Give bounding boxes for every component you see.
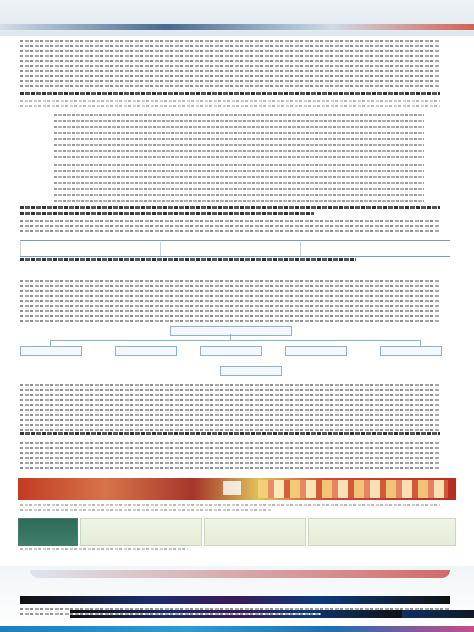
- document-header: [0, 0, 474, 36]
- list-item: [24, 154, 424, 160]
- related-thumb[interactable]: [80, 518, 202, 546]
- diagram-node: [170, 326, 292, 336]
- related-thumb[interactable]: [308, 518, 456, 546]
- section-heading-4: [20, 432, 440, 438]
- diagram-connector: [230, 334, 231, 340]
- header-stripe: [0, 24, 474, 30]
- divider: [20, 256, 450, 257]
- site-footer: [0, 626, 474, 632]
- flow-diagram: [20, 326, 450, 382]
- section-5-text: [20, 442, 440, 472]
- related-caption: [20, 504, 440, 514]
- numbered-list-1: [24, 112, 424, 160]
- section-heading-3: [20, 258, 440, 264]
- related-caption-2: [20, 548, 440, 553]
- decorative-swoosh: [30, 570, 450, 578]
- section-heading-2: [20, 206, 440, 218]
- promo-banner[interactable]: [18, 478, 456, 500]
- numbered-list-2: [24, 162, 424, 204]
- section-4-text: [20, 384, 440, 434]
- intro-paragraph: [20, 40, 440, 90]
- related-links: [18, 518, 456, 544]
- banner-logo: [223, 481, 241, 495]
- list-item: [24, 198, 424, 204]
- bottom-graphic: [20, 596, 450, 604]
- section-3-text: [20, 280, 440, 325]
- divider: [20, 240, 450, 241]
- bottom-text: [20, 608, 450, 618]
- related-thumb[interactable]: [18, 518, 78, 546]
- diagram-node: [200, 346, 262, 356]
- banner-images: [258, 480, 448, 498]
- section-1-text: [20, 100, 440, 110]
- diagram-node: [115, 346, 177, 356]
- related-thumb[interactable]: [204, 518, 306, 546]
- diagram-connector: [50, 340, 420, 341]
- section-2-text: [20, 220, 440, 235]
- diagram-node: [380, 346, 442, 356]
- info-table: [20, 242, 450, 256]
- diagram-node: [220, 366, 282, 376]
- diagram-node: [285, 346, 347, 356]
- bottom-section: [0, 566, 474, 632]
- section-heading-1: [20, 92, 440, 98]
- diagram-node: [20, 346, 82, 356]
